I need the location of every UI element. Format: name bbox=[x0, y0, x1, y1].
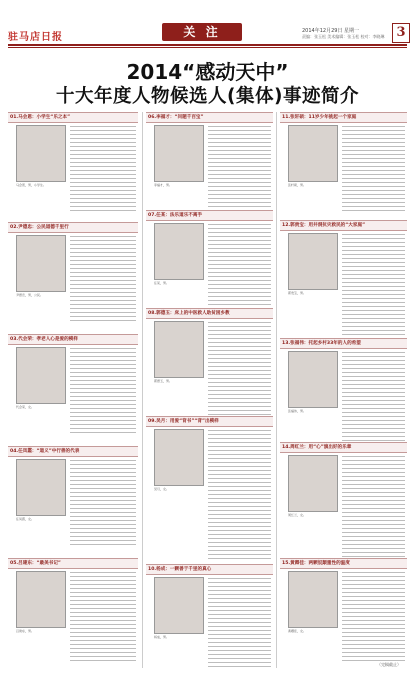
profile-text bbox=[342, 126, 405, 214]
portrait-photo bbox=[288, 571, 338, 628]
profile-text bbox=[208, 224, 271, 312]
profile-card bbox=[280, 338, 407, 413]
profile-card bbox=[146, 210, 273, 285]
profile-card bbox=[8, 112, 138, 187]
profile-card bbox=[8, 222, 138, 297]
profile-heading: 08.郭德玉：床上的中医救人助贫困乡教 bbox=[146, 308, 273, 319]
photo-caption: 吴月，女。 bbox=[154, 487, 170, 491]
portrait-photo bbox=[288, 351, 338, 408]
column-middle bbox=[146, 112, 273, 670]
profile-text bbox=[342, 352, 405, 444]
portrait-photo bbox=[16, 347, 66, 404]
profile-text bbox=[70, 460, 136, 548]
profile-heading: 10.杨成：一颗善于千里的真心 bbox=[146, 564, 273, 575]
section-tag: 关 注 bbox=[162, 23, 242, 41]
photo-caption: 郭贵宝，男。 bbox=[288, 291, 307, 295]
portrait-photo bbox=[154, 577, 204, 634]
profile-heading: 01.马会恩：小学生“乐之本” bbox=[8, 112, 138, 123]
column-divider bbox=[142, 112, 143, 668]
portrait-photo bbox=[288, 455, 338, 512]
profile-heading: 04.任凤霞：“道义”中行善的代表 bbox=[8, 446, 138, 457]
photo-caption: 郭德玉，男。 bbox=[154, 379, 173, 383]
masthead: 驻马店日报 bbox=[8, 32, 63, 43]
profile-card bbox=[146, 416, 273, 491]
profile-card bbox=[8, 558, 138, 633]
profile-heading: 06.李福才：“问题千百宝” bbox=[146, 112, 273, 123]
column-divider bbox=[276, 112, 277, 668]
profile-heading: 14.周红兰：用“心”演出好的乐章 bbox=[280, 442, 407, 453]
photo-caption: 吕建东，男。 bbox=[16, 629, 35, 633]
editor-credits: 责编：张玉松 美术编辑：张玉松 校对：李晓琳 bbox=[302, 34, 385, 39]
column-left bbox=[8, 112, 138, 670]
profile-heading: 02.尹德忠：公民道德千里行 bbox=[8, 222, 138, 233]
photo-caption: 杨成，男。 bbox=[154, 635, 170, 639]
profile-text bbox=[70, 236, 136, 324]
profile-card bbox=[280, 220, 407, 295]
profile-card bbox=[280, 442, 407, 517]
profile-card bbox=[146, 564, 273, 639]
profile-heading: 07.任某：法乐道乐不离手 bbox=[146, 210, 273, 221]
profile-card bbox=[146, 308, 273, 383]
profile-card bbox=[280, 558, 407, 633]
photo-caption: 马会恩，男，小学生。 bbox=[16, 183, 47, 187]
photo-caption: 代会荣，女。 bbox=[16, 405, 35, 409]
portrait-photo bbox=[154, 321, 204, 378]
photo-caption: 任某，男。 bbox=[154, 281, 170, 285]
profile-text bbox=[208, 126, 271, 214]
profile-card bbox=[280, 112, 407, 187]
profile-card bbox=[8, 334, 138, 409]
photo-caption: 李福才，男。 bbox=[154, 183, 173, 187]
profile-heading: 15.黄卿佳：两颗奴颠重性的温度 bbox=[280, 558, 407, 569]
profile-heading: 11.张轩硕：11岁少年挑起一个家庭 bbox=[280, 112, 407, 123]
profile-text bbox=[70, 126, 136, 214]
profile-text bbox=[70, 572, 136, 664]
column-right bbox=[280, 112, 407, 670]
photo-caption: 黄卿佳，女。 bbox=[288, 629, 307, 633]
headline-line1: 2014“感动天中” bbox=[126, 60, 289, 84]
portrait-photo bbox=[154, 429, 204, 486]
profile-text bbox=[208, 430, 271, 562]
portrait-photo bbox=[16, 125, 66, 182]
portrait-photo bbox=[16, 571, 66, 628]
portrait-photo bbox=[16, 235, 66, 292]
header-rule bbox=[8, 44, 407, 46]
photo-caption: 张福伟，男。 bbox=[288, 409, 307, 413]
profile-card bbox=[8, 446, 138, 521]
photo-caption: 尹德忠，男，公民。 bbox=[16, 293, 44, 297]
page-number: 3 bbox=[392, 23, 410, 43]
profile-heading: 05.吕建东：“最美书记” bbox=[8, 558, 138, 569]
photo-caption: 张轩硕，男。 bbox=[288, 183, 307, 187]
photo-caption: 任凤霞，女。 bbox=[16, 517, 35, 521]
profile-heading: 09.吴月：用爱“背书”“背”出模样 bbox=[146, 416, 273, 427]
profile-text bbox=[342, 572, 405, 664]
profile-card bbox=[146, 112, 273, 187]
profile-text bbox=[342, 456, 405, 564]
portrait-photo bbox=[288, 125, 338, 182]
headline-line2: 十大年度人物候选人(集体)事迹简介 bbox=[56, 86, 359, 107]
profile-text bbox=[208, 322, 271, 422]
profile-heading: 13.张福伟：托起乡村33年的人的希望 bbox=[280, 338, 407, 349]
profile-heading: 03.代会荣：孝老人心是爱的模样 bbox=[8, 334, 138, 345]
end-mark: （完稿截止） bbox=[377, 662, 401, 667]
profile-text bbox=[70, 348, 136, 436]
profile-text bbox=[342, 234, 405, 338]
portrait-photo bbox=[288, 233, 338, 290]
photo-caption: 周红兰，女。 bbox=[288, 513, 307, 517]
portrait-photo bbox=[154, 223, 204, 280]
profile-text bbox=[208, 578, 271, 670]
portrait-photo bbox=[16, 459, 66, 516]
portrait-photo bbox=[154, 125, 204, 182]
issue-date: 2014年12月29日 星期一 bbox=[302, 28, 360, 34]
header-rule-thin bbox=[8, 47, 407, 48]
profile-heading: 12.郭贵宝：用井洞抗灾救民的“大家庭” bbox=[280, 220, 407, 231]
